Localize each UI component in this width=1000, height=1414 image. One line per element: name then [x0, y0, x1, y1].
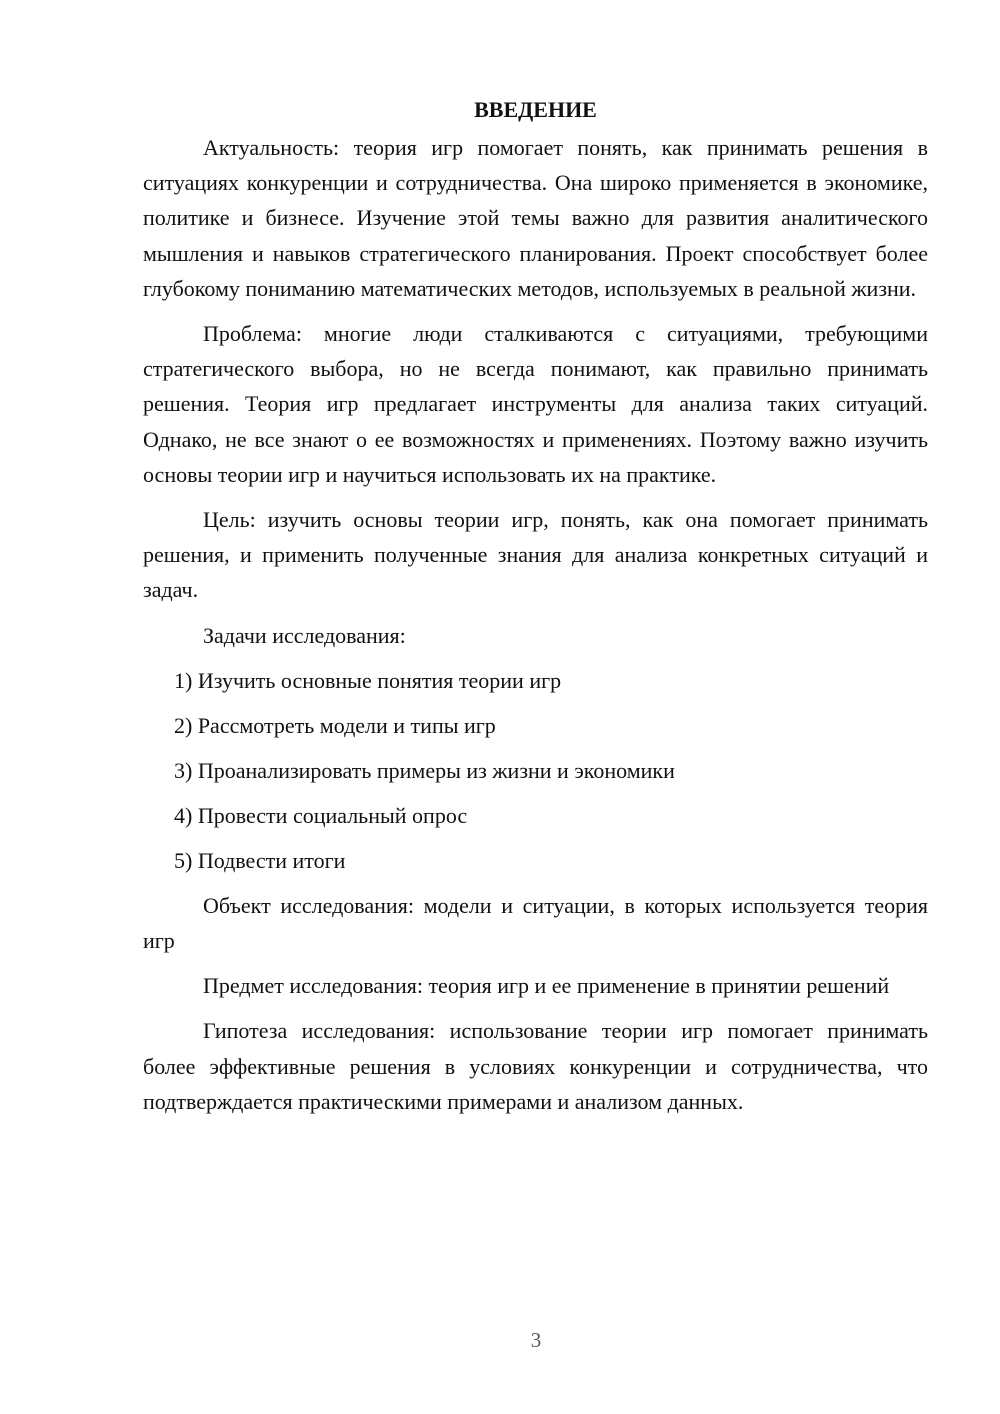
page-number: 3 — [530, 1328, 542, 1352]
list-item: 5) Подвести итоги — [174, 847, 346, 873]
list-item: 3) Проанализировать примеры из жизни и экономики — [174, 757, 675, 783]
tasks-list — [143, 663, 928, 878]
subject-paragraph: Предмет исследования: теория игр и ее применение в принятии решений — [203, 973, 890, 999]
tasks-heading: Задачи исследования: — [203, 622, 406, 648]
goal-paragraph: Цель: изучить основы теории игр, понять, как она помогает принимать решения, и применить полученные знания для анализа конкретных ситуаций и задач. — [143, 507, 928, 603]
list-item: 2) Рассмотреть модели и типы игр — [174, 712, 496, 738]
problem-paragraph: Проблема: многие люди сталкиваются с ситуациями, требующими стратегического выбора, но не всегда понимают, как правильно принимать решения. Теория игр предлагает инструменты для анализа таких ситуаций. Однако, не все знают о ее возможностях и применениях. Поэтому важно изучить основы теории игр и научиться использовать их на практике. — [143, 321, 928, 487]
object-paragraph: Объект исследования: модели и ситуации, в которых используется теория игр — [143, 892, 928, 954]
relevance-paragraph: Актуальность: теория игр помогает понять, как принимать решения в ситуациях конкуренции и сотрудничества. Она широко применяется в экономике, политике и бизнесе. Изучение этой темы важно для развития аналитического мышления и навыков стратегического планирования. Проект способствует более глубокому пониманию математических методов, используемых в реальной жизни. — [143, 135, 928, 301]
list-item: 4) Провести социальный опрос — [174, 802, 468, 828]
list-item: 1) Изучить основные понятия теории игр — [174, 667, 562, 693]
document-page — [143, 92, 928, 1119]
page-title: ВВЕДЕНИЕ — [474, 97, 597, 122]
hypothesis-paragraph: Гипотеза исследования: использование теории игр помогает принимать более эффективные решения в условиях конкуренции и сотрудничества, что подтверждается практическими примерами и анализом данных. — [143, 1018, 928, 1114]
